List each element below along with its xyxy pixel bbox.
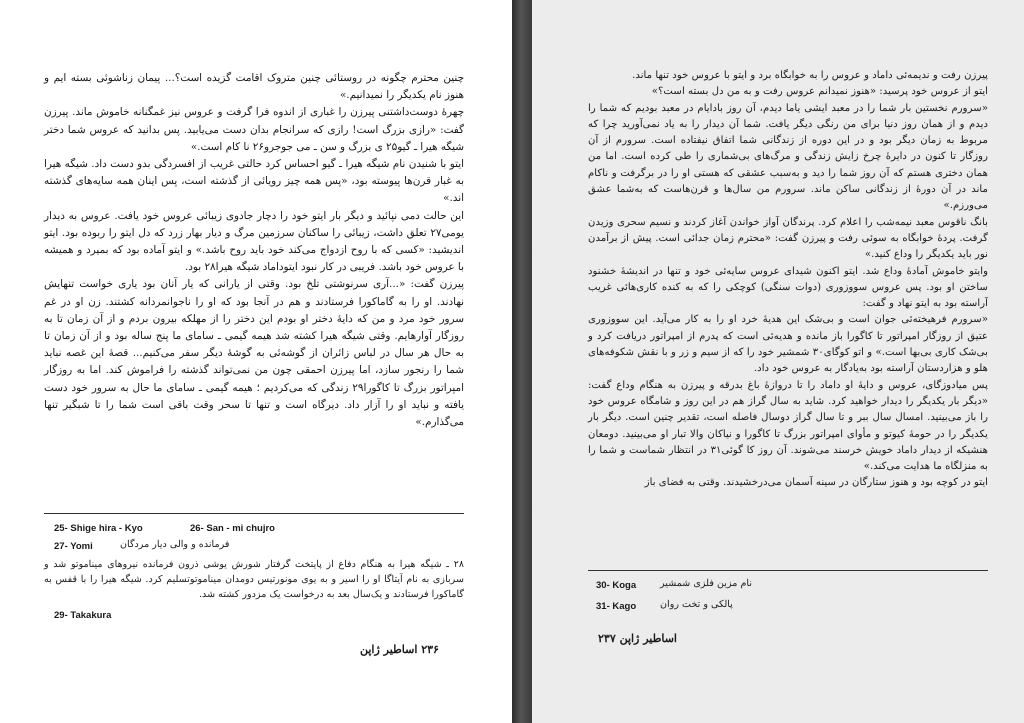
left-page-body	[44, 70, 464, 431]
page-237	[532, 0, 1024, 723]
paragraph: «سرورم نخستین بار شما را در معبد ایشی یاما دیدم، آن روز بادایام در معبد بودیم که شما را دیدم و از همان روز دنیا برای من رنگی دیگر یافت. شما آن دیدار را به یاد نمی‌آورید چرا که مربوط به زمان دیگر بود و در این دوره از زندگانی شما اتفاق نیفتاده است. سرورم از آن روزگار تا کنون در دایرهٔ چرخ زایش زندگی و مرگ‌های بی‌شماری را طی کرده است. اما من همان دختری هستم که آن روز شما را دید و به‌سبب عشقی که هستی او را در برگرفت و ناکام ماند در آن دورهٔ از زندگانی ساکن ماند. سرورم من سال‌ها و قرن‌هاست که به‌شما عشق می‌ورزم.»	[588, 102, 988, 212]
paragraph: وایتو خاموش آمادهٔ وداع شد. ایتو اکنون شیدای عروس سایه‌ئی خود و تنها در اندیشهٔ خشنود ساختن او بود. پس عروس سووزوری (دوات سنگی) کوچکی را که به کنده کاری‌هائی غریب آراسته بود به ایتو نهاد و گفت:	[588, 265, 988, 310]
page-number-236: ۲۳۶ اساطیر ژاپن	[360, 643, 439, 656]
paragraph: ایتو در کوچه بود و هنوز ستارگان در سینه آسمان می‌درخشیدند. وقتی به فضای باز	[644, 477, 988, 489]
book-gutter	[512, 0, 532, 723]
footnote-rule	[588, 570, 988, 571]
footnote-rule	[44, 513, 464, 514]
footnote-31: 31- Kago	[596, 601, 637, 612]
paragraph: چنین محترم چگونه در روستائی چنین متروک اقامت گزیده است؟... پیمان زناشوئی بسته ایم و هنوز نام یکدیگر را نمیدانیم.»	[44, 72, 464, 102]
paragraph: چهرهٔ دوست‌داشتنی پیرزن را غباری از اندوه فرا گرفت و عروس نیز غمگنانه خاموش ماند. پیرزن گفت: «رازی بزرگ است! رازی که سرانجام بدان دست می‌یابید. پس بدانید که عروس شما دختر شیگه هیرا ـ گیو۲۵ ی بزرگ و سن ـ می جوجرو۲۶ نا کام است.»	[44, 106, 464, 153]
footnote-28: ۲۸ ـ شیگه هیرا به هنگام دفاع از پایتخت گرفتار شورش یوشی ذرون فرمانده نیروهای میناموتو شد و سربازی به نام آیتاگا او را اسیر و به یوی مونورتیس دومدان میناموتوتسلیم کرد. شیگه هیرا را با قفس به گاماکورا فرستادند و یک‌سال بعد به درخواست یک مزدور کشته شد.	[44, 559, 464, 600]
page-number-237: اساطیر ژاپن ۲۳۷	[598, 632, 677, 645]
paragraph: پس میادوزگای، عروس و دایهٔ او داماد را تا دروازهٔ باغ بدرقه و پیرزن به هنگام وداع گفت: «دیگر بار یکدیگر را دیدار خواهید کرد. شاید به سال گراز هم در این روز و شامگاه عروس خود را باز می‌بینید. امسال سال ببر و تا سال گراز دوسال فاصله است، تقدیر چنین است. دیگر بار یکدیگر را در حومهٔ کیوتو و مأوای امپراتور بزرگ تا کاگورا و نیاکان والا تبار او می‌بینید. دومعان هنشیکه از دیدار داماد خویش خرسند می‌شوند. آن روز کا گوئی۳۱ در انتظار شماست و شما را به منزلگاه ما هدایت می‌کند.»	[588, 379, 988, 473]
footnote-27-fa: فرمانده و والی دیار مردگان	[120, 539, 230, 550]
footnote-30: 30- Koga	[596, 580, 637, 591]
paragraph: پیرزن رفت و ندیمه‌ئی داماد و عروس را به خوابگاه برد و ایتو با عروس خود تنها ماند.	[632, 70, 988, 81]
footnote-26: 26- San - mi chujro	[190, 523, 275, 534]
footnote-25: 25- Shige hira - Kyo	[54, 523, 143, 534]
footnote-30-fa: نام مزین فلزی شمشیر	[660, 578, 752, 589]
right-page-body	[588, 68, 988, 492]
paragraph: ایتو با شنیدن نام شیگه هیرا ـ گیو احساس کرد حالتی غریب از افسردگی بدو دست داد. شیگه هیرا به غبار قرن‌ها پیوسته بود، «پس همه چیز رویائی از گذشته است، پس اینان همه سایه‌های گذشته اند.»	[44, 158, 464, 205]
footnote-29: 29- Takakura	[54, 610, 112, 621]
paragraph: پیرزن گفت: «...آری سرنوشتی تلخ بود. وقتی از یارانی که یار آنان بود یاری خواست تنهایش نهادند. او را به گاماکورا فرستادند و هم در آنجا بود که او را ناجوانمردانه کشتند. زن او در غم سرور خود مرد و من که دایهٔ دختر او بودم این دختر را از مهلکه بیرون بردم و از آن زمان تا به روزگار آوارهایم. وقتی شیگه هیرا کشته شد هیمه گیمی ـ سامای ما پنج ساله بود و از آن زمان تا به حال هر سال در لباس زائران از گوشه‌ئی به گوشهٔ دیگر سفر می‌کنیم... قصهٔ این غصه نباید شما را رنجور سازد، اما پیرزن احمقی چون من نمی‌تواند گذشته را فراموش کند. اما به روزگار امپراتور بزرگ تا کاگورا۲۹ زندگی که می‌کردیم ؛ هیمه گیمی ـ سامای ما حال به سرور خود دست یافته و نباید او را آزار داد. دیرگاه است و تنها تا سحر وقت باقی است شما را تا شبگیر تنها می‌گذارم.»	[44, 278, 465, 429]
paragraph: «سرورم فرهیخته‌ئی جوان است و بی‌شک این هدیهٔ خرد او را به کار می‌آید. این سووزوری عتیق از روزگار امپراتور تا کاگورا باز مانده و هدیه‌ئی است که پدرم از امپراتور دریافت کرد و بی‌شک کاری بی‌بها است.» و اتو کوگای۳۰ شمشیر خود را که از سیم و زر و با نقش شکوفه‌های هلو و هزاردستان آراسته بود به‌یادگار به عروس خود داد.	[588, 314, 989, 375]
paragraph: این حالت دمی نپائید و دیگر بار ایتو خود را دچار جادوی زیبائی عروس خود یافت. عروس به دیدار یومی۲۷ تعلق داشت، زیبائی را ساکنان سرزمین مرگ و دیار بهار زرد که دل ایتو را ربوده بود. ایتو اندیشید: «کسی که با روح ازدواج می‌کند خود باید روح باشد.» و ایتو آماده بود که بمیرد و همیشه با عروس خود باشد. فریبی در کار نبود ایتوداماد شیگه هیرا۲۸ بود.	[44, 209, 464, 274]
paragraph: بانگ ناقوس معبد نیمه‌شب را اعلام کرد. پرندگان آواز خواندن آغاز کردند و نسیم سحری وزیدن گرفت. پردهٔ خوابگاه به سوئی رفت و پیرزن گفت: «محترم زمان جدائی است. پیش از برآمدن نور باید یکدیگر را وداع کنید.»	[588, 216, 988, 261]
footnote-27: 27- Yomi	[54, 541, 93, 552]
paragraph: ایتو از عروس خود پرسید: «هنوز نمیدانم عروس رفت و به من دل بسته است؟»	[651, 86, 988, 98]
footnote-31-fa: پالکی و تخت روان	[660, 599, 733, 610]
